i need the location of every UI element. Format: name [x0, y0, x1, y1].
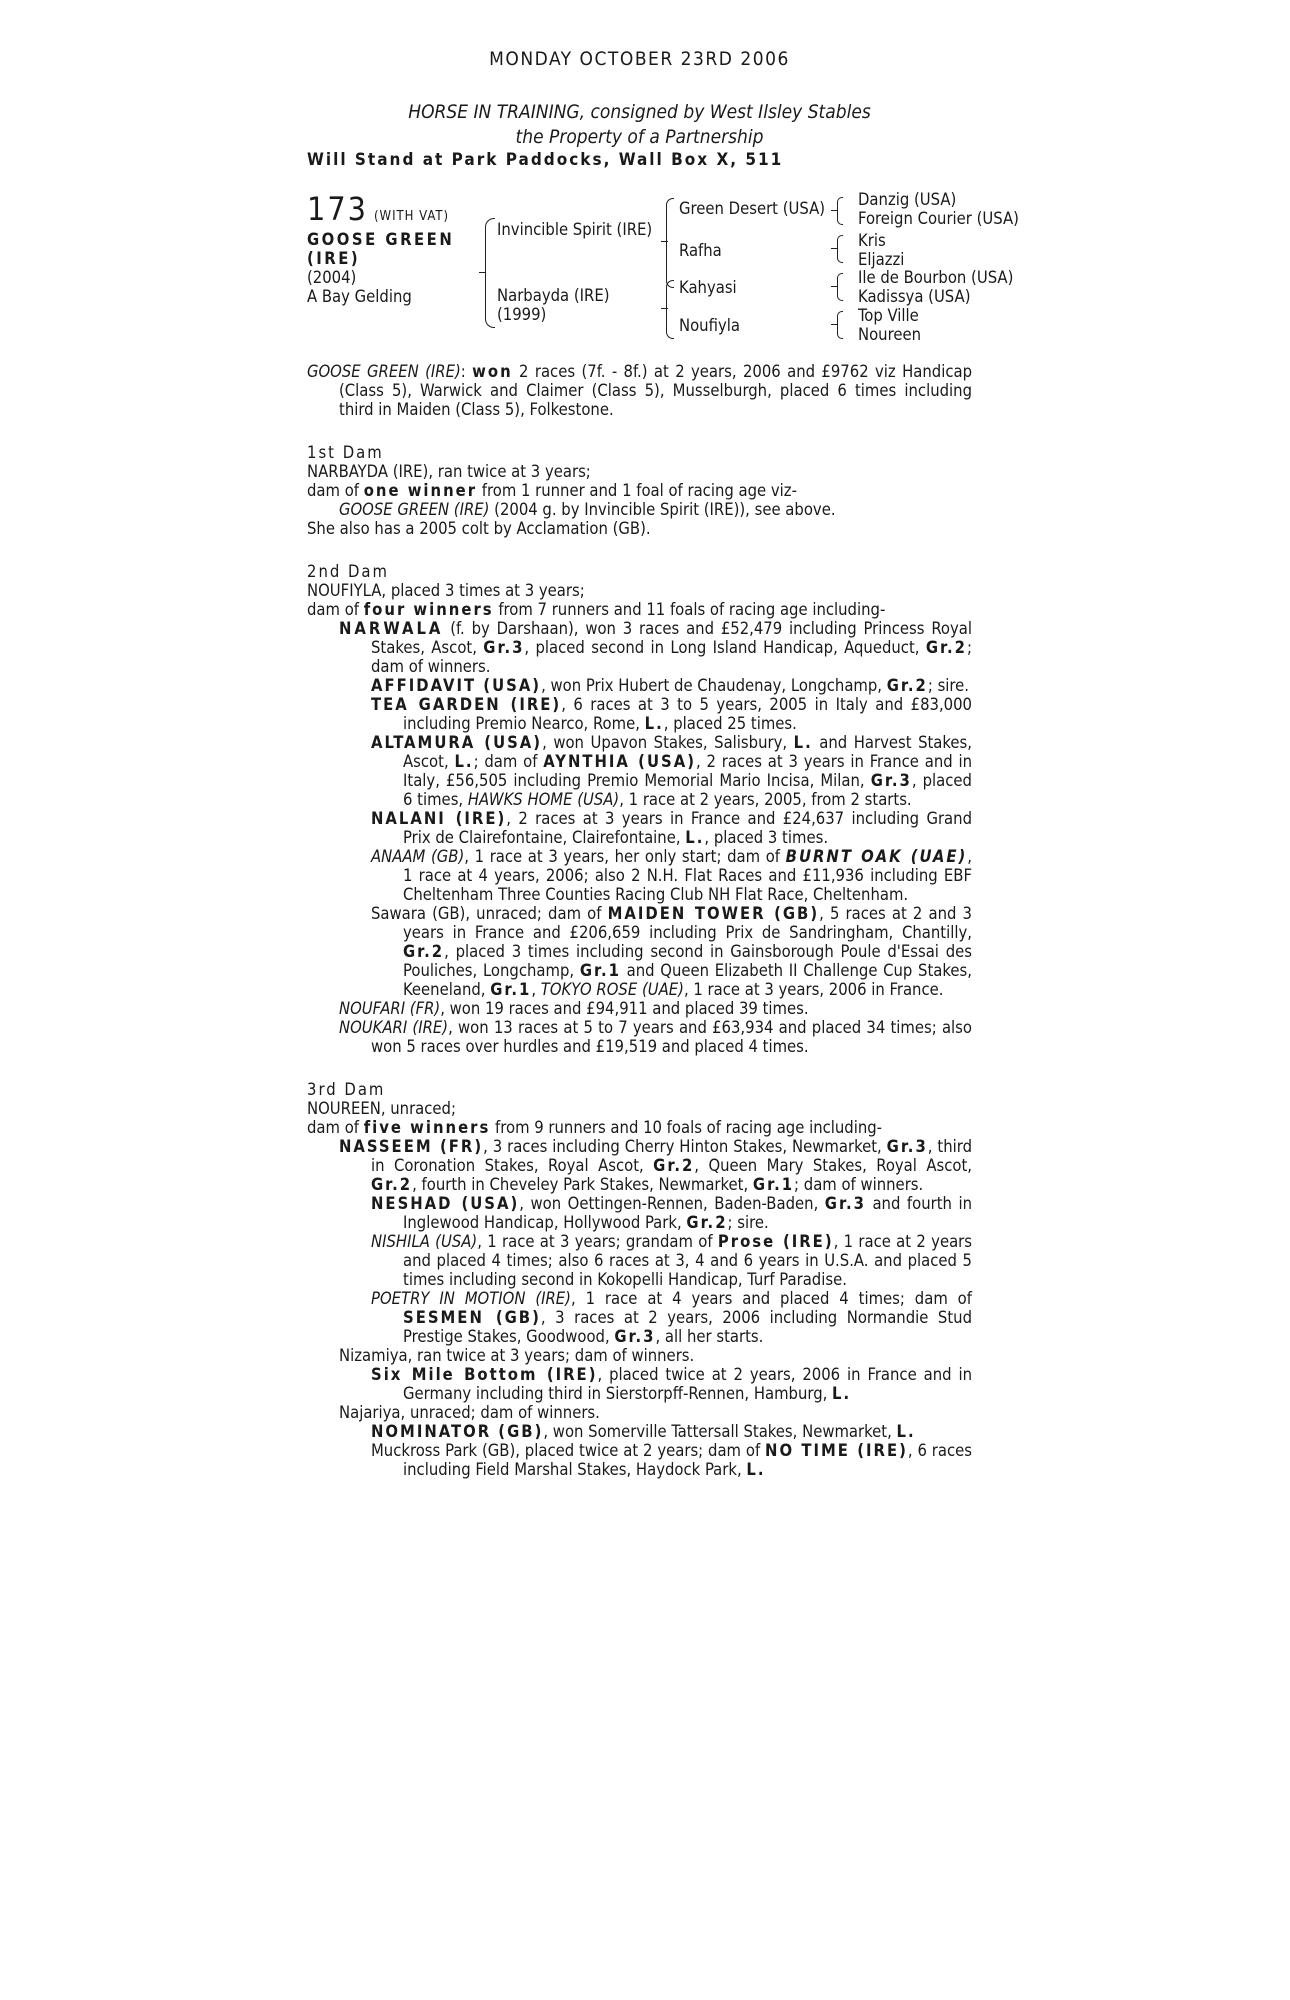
- race-record: [307, 362, 972, 1479]
- consignment-line: HORSE IN TRAINING, consigned by West Ilsley Stables: [408, 101, 871, 123]
- first-dam-record: NARBAYDA (IRE), ran twice at 3 years;: [307, 462, 591, 481]
- produce-entry: NASSEEM (FR), 3 races including Cherry Hinton Stakes, Newmarket, Gr.3, third in Coronation Stakes, Royal Ascot, Gr.2, Queen Mary Stakes, Royal Ascot, Gr.2, fourth in Cheveley Park Stakes, Newmarket, Gr.1; dam of winners.: [339, 1137, 972, 1194]
- pedigree-ggp: Noureen: [858, 325, 922, 344]
- produce-entry: NARWALA (f. by Darshaan), won 3 races and £52,479 including Princess Royal Stakes, Ascot, Gr.3, placed second in Long Island Handicap, Aqueduct, Gr.2; dam of winners.: [339, 619, 972, 676]
- pedigree-dam-dam: Noufiyla: [679, 316, 740, 335]
- pedigree-ggp: Foreign Courier (USA): [858, 209, 1019, 228]
- pedigree-ggp: Eljazzi: [858, 250, 905, 269]
- second-dam-produce: dam of four winners from 7 runners and 11 foals of racing age including-: [307, 600, 886, 619]
- produce-entry: ALTAMURA (USA), won Upavon Stakes, Salisbury, L. and Harvest Stakes, Ascot, L.; dam of AYNTHIA (USA), 2 races at 3 years in France and in Italy, £56,505 including Premio Memorial Mario Incisa, Milan, Gr.3, placed 6 times, HAWKS HOME (USA), 1 race at 2 years, 2005, from 2 starts.: [371, 733, 973, 809]
- produce-entry: NISHILA (USA), 1 race at 3 years; grandam of Prose (IRE), 1 race at 2 years and placed 4 times; also 6 races at 3, 4 and 6 years in U.S.A. and placed 5 times including second in Kokopelli Handicap, Turf Paradise.: [371, 1232, 973, 1289]
- produce-entry: NOUFARI (FR), won 19 races and £94,911 and placed 39 times.: [339, 999, 809, 1018]
- pedigree-bracket-tip: [831, 324, 838, 325]
- produce-entry: Nizamiya, ran twice at 3 years; dam of winners.: [339, 1346, 695, 1365]
- produce-entry: NOMINATOR (GB), won Somerville Tattersall Stakes, Newmarket, L.: [371, 1422, 916, 1441]
- pedigree-dam: Narbayda (IRE): [497, 286, 610, 305]
- horse-name: GOOSE GREEN: [307, 230, 455, 249]
- produce-entry: Najariya, unraced; dam of winners.: [339, 1403, 600, 1422]
- pedigree-ggp: Top Ville: [858, 306, 919, 325]
- pedigree-bracket-tip: [831, 248, 838, 249]
- produce-entry: Sawara (GB), unraced; dam of MAIDEN TOWER (GB), 5 races at 2 and 3 years in France and £206,659 including Prix de Sandringham, Chantilly, Gr.2, placed 3 times including second in Gainsborough Poule d'Essai des Pouliches, Longchamp, Gr.1 and Queen Elizabeth II Challenge Cup Stakes, Keeneland, Gr.1, TOKYO ROSE (UAE), 1 race at 3 years, 2006 in France.: [371, 904, 972, 999]
- pedigree-ggp: Kadissya (USA): [858, 287, 971, 306]
- produce-entry: AFFIDAVIT (USA), won Prix Hubert de Chaudenay, Longchamp, Gr.2; sire.: [371, 676, 970, 695]
- pedigree-bracket-dam: [666, 280, 674, 339]
- horse-year: (2004): [307, 268, 357, 287]
- pedigree-bracket-tip: [661, 308, 668, 309]
- pedigree-bracket-tip: [831, 286, 838, 287]
- pedigree-ggp: Kris: [858, 231, 886, 250]
- stand-location: Will Stand at Park Paddocks, Wall Box X, 511: [307, 150, 784, 170]
- produce-entry: POETRY IN MOTION (IRE), 1 race at 4 years and placed 4 times; dam of SESMEN (GB), 3 races at 2 years, 2006 including Normandie Stud Prestige Stakes, Goodwood, Gr.3, all her starts.: [371, 1289, 972, 1346]
- produce-entry: NOUKARI (IRE), won 13 races at 5 to 7 years and £63,934 and placed 34 times; also won 5 races over hurdles and £19,519 and placed 4 times.: [339, 1018, 973, 1056]
- first-dam-produce: dam of one winner from 1 runner and 1 foal of racing age viz-: [307, 481, 797, 500]
- produce-entry: Muckross Park (GB), placed twice at 2 years; dam of NO TIME (IRE), 6 races including Field Marshal Stakes, Haydock Park, L.: [371, 1441, 972, 1479]
- third-dam-produce: dam of five winners from 9 runners and 10 foals of racing age including-: [307, 1118, 883, 1137]
- pedigree-ggp: Danzig (USA): [858, 190, 957, 209]
- second-dam-record: NOUFIYLA, placed 3 times at 3 years;: [307, 581, 585, 600]
- third-dam-record: NOUREEN, unraced;: [307, 1099, 456, 1118]
- first-dam-heading: 1st Dam: [307, 443, 384, 462]
- produce-entry: ANAAM (GB), 1 race at 3 years, her only start; dam of BURNT OAK (UAE), 1 race at 4 years, 2006; also 2 N.H. Flat Races and £11,936 including EBF Cheltenham Three Counties Racing Club NH Flat Race, Cheltenham.: [371, 847, 972, 904]
- pedigree-sire: Invincible Spirit (IRE): [497, 220, 653, 239]
- produce-entry: NESHAD (USA), won Oettingen-Rennen, Baden-Baden, Gr.3 and fourth in Inglewood Handicap, Hollywood Park, Gr.2; sire.: [371, 1194, 972, 1232]
- sale-date: MONDAY OCTOBER 23RD 2006: [489, 48, 790, 70]
- horse-summary: GOOSE GREEN (IRE): won 2 races (7f. - 8f.) at 2 years, 2006 and £9762 viz Handicap (Class 5), Warwick and Claimer (Class 5), Musselburgh, placed 6 times including third in Maiden (Class 5), Folkestone.: [307, 362, 972, 419]
- pedigree-dam-sire: Kahyasi: [679, 278, 737, 297]
- pedigree-ggp: Ile de Bourbon (USA): [858, 268, 1014, 287]
- pedigree-sire-sire: Green Desert (USA): [679, 199, 826, 218]
- produce-entry: Six Mile Bottom (IRE), placed twice at 2 years, 2006 in France and in Germany including third in Sierstorpff-Rennen, Hamburg, L.: [371, 1365, 973, 1403]
- first-dam-note: She also has a 2005 colt by Acclamation (GB).: [307, 519, 651, 538]
- property-line: the Property of a Partnership: [515, 126, 764, 148]
- pedigree-bracket-sire: [666, 198, 674, 288]
- pedigree-bracket-tip: [831, 210, 838, 211]
- pedigree-dam-year: (1999): [497, 305, 547, 324]
- pedigree-bracket-tip: [479, 272, 486, 273]
- lot-number: 173: [307, 190, 368, 228]
- produce-entry: TEA GARDEN (IRE), 6 races at 3 to 5 years, 2005 in Italy and £83,000 including Premio Nearco, Rome, L., placed 25 times.: [371, 695, 972, 733]
- horse-country: (IRE): [307, 249, 361, 268]
- second-dam-heading: 2nd Dam: [307, 562, 389, 581]
- lot-number-block: [307, 190, 449, 228]
- pedigree-sire-dam: Rafha: [679, 241, 722, 260]
- horse-identity: [307, 230, 454, 306]
- produce-entry: NALANI (IRE), 2 races at 3 years in France and £24,637 including Grand Prix de Clairefontaine, Clairefontaine, L., placed 3 times.: [371, 809, 972, 847]
- horse-description: A Bay Gelding: [307, 287, 412, 306]
- first-dam-foal: GOOSE GREEN (IRE) (2004 g. by Invincible Spirit (IRE)), see above.: [339, 500, 836, 519]
- vat-note: (WITH VAT): [373, 209, 450, 224]
- pedigree-bracket-tip: [661, 241, 668, 242]
- third-dam-heading: 3rd Dam: [307, 1080, 386, 1099]
- pedigree-bracket-parents: [485, 218, 495, 328]
